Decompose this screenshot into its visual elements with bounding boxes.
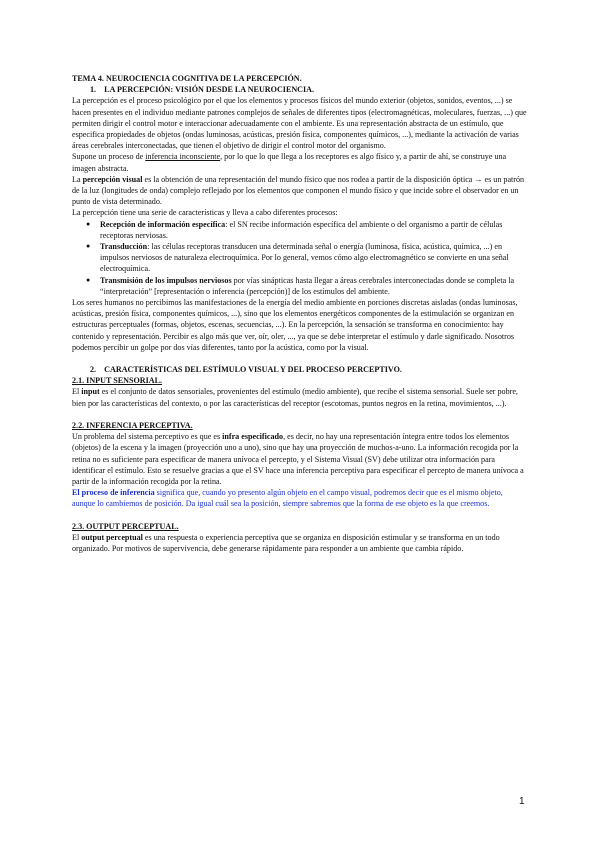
paragraph-procesos-intro: La percepción tiene una serie de características y lleva a cabo diferentes procesos: [72,208,338,218]
underlined-term: inferencia inconsciente [145,152,221,162]
list-item: ● Transmisión de los impulsos nerviosos por vías sinápticas hasta llegar a áreas cerebrales interconectadas donde se completa la “interpretación” [representación o inferencia (percepción)] de los estímulos del ambiente. [100,275,528,297]
bold-term: output perceptual [81,532,143,542]
bold-term: percepción visual [82,174,143,184]
document-body [72,68,528,554]
subsection-2-3-heading: 2.3. OUTPUT PERCEPTUAL. [72,521,179,531]
paragraph-inferencia-perceptiva: Un problema del sistema perceptivo es que es infra especificado, es decir, no hay una representación íntegra entre todos los elementos (objetos) de la escena y la imagen (proyección uno a uno), sino que hay una proyección de muchos-a-uno. La información recogida por la retina no es suficiente para especificar de manera unívoca el percepto, y el Sistema Visual (SV) debe utilizar otra información para identificar el estímulo. Esto se resuelve gracias a que el SV hace una inferencia perceptiva para especificar el percepto de manera unívoca a partir de la información recogida por la retina. [72,432,524,486]
page-number: 1 [519,796,525,807]
paragraph-percepcion-visual: La percepción visual es la obtención de una representación del mundo físico que nos rodea a partir de la disposición óptica → es un patrón de la luz (longitudes de onda) complejo reflejado por los elementos que componen el mundo físico y que incide sobre el observador en un punto de vista determinado. [72,174,525,207]
section-2-heading [90,364,528,375]
subsection-2-1-heading: 2.1. INPUT SENSORIAL. [72,376,163,386]
subsection-2-2-heading: 2.2. INFERENCIA PERCEPTIVA. [72,420,193,430]
list-item: ● Recepción de información específica: el SN recibe información específica del ambiente o del organismo a partir de células receptoras nerviosas. [100,219,528,241]
section-1-number: 1. [90,85,97,95]
bold-term: El proceso de inferencia [72,488,155,498]
list-item: ● Transducción: las células receptoras transducen una determinada señal o energía (luminosa, física, acústica, química, ...) en impulsos nerviosos de naturaleza electroquímica. Por lo general, vemos cómo algo electromagnético se convierte en una señal electroquímica. [100,241,528,275]
section-2-number: 2. [90,365,97,375]
document-title: TEMA 4. NEUROCIENCIA COGNITIVA DE LA PERCEPCIÓN. [72,74,302,83]
paragraph-input: El input es el conjunto de datos sensoriales, provenientes del estímulo (medio ambiente), que recibe el sistema sensorial. Suele ser pobre, bien por las características del contexto, o por las características del receptor (escotomas, puntos negros en la retina, movimientos, ...). [72,387,518,408]
bold-term: infra especificado [222,432,284,442]
section-2-title: CARACTERÍSTICAS DEL ESTÍMULO VISUAL Y DEL PROCESO PERCEPTIVO. [104,365,402,375]
section-1-heading [90,84,528,95]
paragraph-inferencia-inconsciente: Supone un proceso de inferencia inconsciente, por lo que lo que llega a los receptores es algo físico y, a partir de ahí, se construye una imagen abstracta. [72,152,507,173]
bold-term: input [81,387,100,397]
paragraph-percepcion-definicion: La percepción es el proceso psicológico por el que los elementos y procesos físicos del mundo exterior (objetos, sonidos, eventos, ...) se hacen presentes en el individuo mediante patrones complejos de señales de diferentes tipos (electromagnéticas, moleculares, fuerzas, ...) que permiten dirigir el control motor e interaccionar adecuadamente con el ambiente. Es una representación abstracta de un estímulo, que especifica propiedades de objetos (ondas luminosas, acústicas, presión física, componentes químicos, ...), mediante la activación de varias áreas cerebrales interconectadas, que tienen el objetivo de dirigir el control motor del organismo. [72,96,527,151]
section-1-title: LA PERCEPCIÓN: VISIÓN DESDE LA NEUROCIENCIA. [104,85,315,95]
process-list [72,219,528,297]
paragraph-proceso-inferencia: El proceso de inferencia significa que, cuando yo presento algún objeto en el campo visual, podremos decir que es el mismo objeto, aunque lo cambiemos de posición. Da igual cuál sea la posición, siempre sabremos que la forma de ese objeto es la que creemos. [72,488,503,509]
paragraph-output: El output perceptual es una respuesta o experiencia perceptiva que se organiza en disposición estimular y se transforma en un todo organizado. Por motivos de supervivencia, debe generarse rápidamente para responder a un ambiente que cambia rápido. [72,532,500,553]
paragraph-seres-humanos: Los seres humanos no percibimos las manifestaciones de la energía del medio ambiente en porciones discretas aisladas (ondas luminosas, acústicas, presión física, componentes químicos, ...), sino que los elementos energéticos componentes de la estimulación se organizan en estructuras perceptuales (formas, objetos, escenas, secuencias, ...). En la percepción, la sensación se transforma en conocimiento: hay contenido y representación. Percibir es algo más que ver, oír, oler, ..., ya que se debe interpretar el estímulo y darle significado. Nosotros podemos percibir un golpe por dos vías diferentes, tanto por la acústica, como por la visual. [72,298,518,352]
